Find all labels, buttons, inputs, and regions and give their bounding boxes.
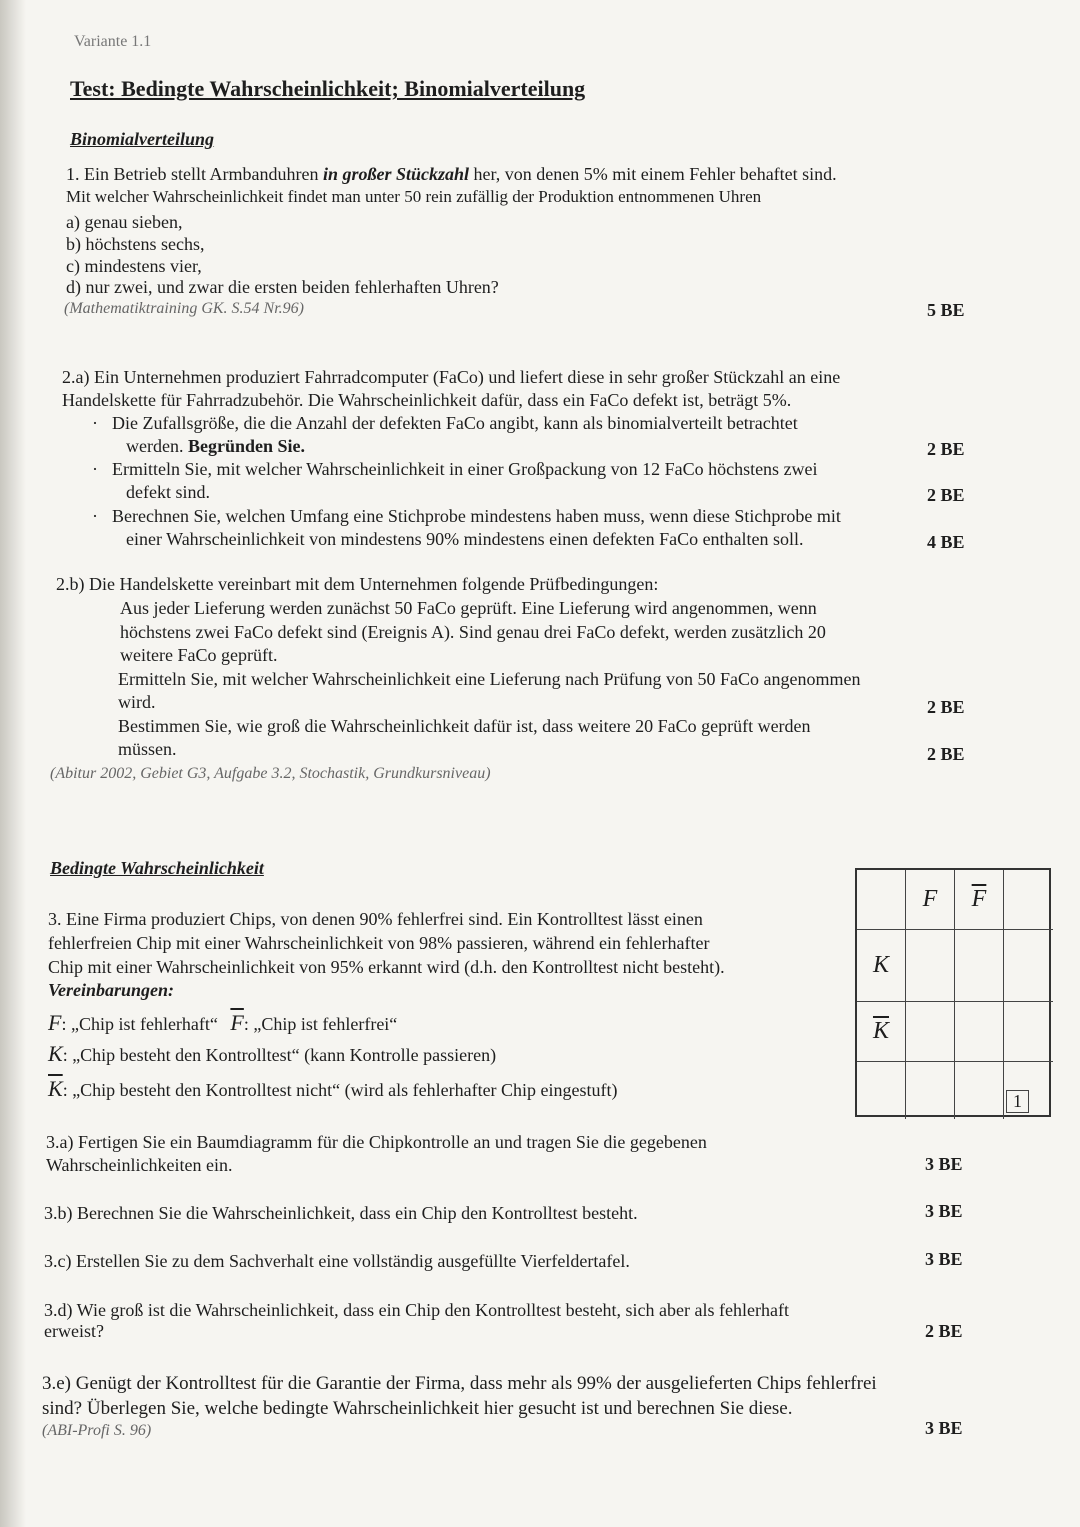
task2a-bullet1-line2 bbox=[126, 435, 305, 457]
task2a-bullet3: · Berechnen Sie, welchen Umfang eine Stichprobe mindestens haben muss, wenn diese Stichprobe mit bbox=[92, 506, 841, 526]
task2b-line4: weitere FaCo geprüft. bbox=[120, 645, 278, 665]
symbol-k-bar: $\overline{K}$ bbox=[48, 1076, 63, 1101]
task2b-line3: höchstens zwei FaCo defekt sind (Ereignis A). Sind genau drei FaCo defekt, werden zusätzlich 20 bbox=[120, 622, 826, 642]
table-cell-empty bbox=[955, 930, 1004, 1002]
table-cell-empty bbox=[955, 1062, 1004, 1119]
table-cell-empty bbox=[906, 1002, 955, 1062]
table-cell-empty bbox=[906, 930, 955, 1002]
task2b-line7: Bestimmen Sie, wie groß die Wahrscheinlichkeit dafür ist, dass weitere 20 FaCo geprüft werden bbox=[118, 716, 811, 736]
definition-k-text: : „Chip besteht den Kontrolltest“ (kann Kontrolle passieren) bbox=[62, 1045, 497, 1065]
task2a-bullet3-line2: einer Wahrscheinlichkeit von mindestens 90% mindestens einen defekten FaCo enthalten soll. bbox=[126, 529, 804, 549]
task2b-line1: 2.b) Die Handelskette vereinbart mit dem Unternehmen folgende Prüfbedingungen: bbox=[56, 574, 659, 594]
table-cell-empty bbox=[1004, 870, 1053, 930]
table-cell-empty bbox=[857, 1062, 906, 1119]
table-total-marker: 1 bbox=[1006, 1090, 1029, 1113]
table-cell-empty bbox=[1004, 1002, 1053, 1062]
task2a-bullet1-points: 2 BE bbox=[927, 439, 965, 459]
task3-source: (ABI-Profi S. 96) bbox=[42, 1422, 152, 1439]
task2b-line6: wird. bbox=[118, 692, 156, 712]
task2a-bullet2-line1: Ermitteln Sie, mit welcher Wahrscheinlichkeit in einer Großpackung von 12 FaCo höchstens zwei bbox=[112, 459, 818, 479]
task2a-bullet3-line1: Berechnen Sie, welchen Umfang eine Stichprobe mindestens haben muss, wenn diese Stichprobe mit bbox=[112, 506, 841, 526]
task3-agreements: Vereinbarungen: bbox=[48, 980, 175, 1000]
definition-f-bar-text: : „Chip ist fehlerfrei“ bbox=[243, 1014, 398, 1034]
task1-source: (Mathematiktraining GK. S.54 Nr.96) bbox=[64, 300, 304, 317]
symbol-f-bar: $\overline{F}$ bbox=[230, 1010, 244, 1035]
task1-line1 bbox=[66, 163, 837, 185]
variant-label: Variante 1.1 bbox=[74, 33, 152, 50]
task2a-line2: Handelskette für Fahrradzubehör. Die Wahrscheinlichkeit dafür, dass ein FaCo defekt ist, beträgt 5%. bbox=[62, 390, 792, 410]
task1-points: 5 BE bbox=[927, 300, 965, 320]
task3d-points: 2 BE bbox=[925, 1321, 963, 1341]
task1-b: b) höchstens sechs, bbox=[66, 234, 205, 254]
task1-line2: Mit welcher Wahrscheinlichkeit findet man unter 50 rein zufällig der Produktion entnommenen Uhren bbox=[66, 187, 762, 206]
task3-line1: 3. Eine Firma produziert Chips, von denen 90% fehlerfrei sind. Ein Kontrolltest lässt einen bbox=[48, 909, 703, 929]
four-field-table bbox=[855, 868, 1051, 1117]
task2a-bullet1-instruction: Begründen Sie. bbox=[187, 436, 306, 456]
task1-emphasis: in großer Stückzahl bbox=[322, 164, 469, 184]
definition-f bbox=[48, 1012, 397, 1035]
table-row-header-k: K bbox=[857, 930, 906, 1002]
task3a-line2: Wahrscheinlichkeiten ein. bbox=[46, 1155, 233, 1175]
task1-c: c) mindestens vier, bbox=[66, 256, 202, 276]
task1-d: d) nur zwei, und zwar die ersten beiden fehlerhaften Uhren? bbox=[66, 277, 499, 297]
definition-k-bar bbox=[48, 1078, 618, 1101]
definition-f-text: : „Chip ist fehlerhaft“ bbox=[61, 1014, 218, 1034]
table-cell-corner bbox=[857, 870, 906, 930]
definition-k-bar-text: : „Chip besteht den Kontrolltest nicht“ (wird als fehlerhafter Chip eingestuft) bbox=[62, 1080, 618, 1100]
table-header-f-bar: $\overline{F}$ bbox=[955, 870, 1004, 930]
task3-line2: fehlerfreien Chip mit einer Wahrscheinlichkeit von 98% passieren, während ein fehlerhafter bbox=[48, 933, 710, 953]
task3c-points: 3 BE bbox=[925, 1249, 963, 1269]
table-header-f: F bbox=[906, 870, 955, 930]
task3-line3: Chip mit einer Wahrscheinlichkeit von 95% erkannt wird (d.h. den Kontrolltest nicht besteht). bbox=[48, 957, 725, 977]
symbol-f: F bbox=[48, 1010, 62, 1035]
task2b-line5: Ermitteln Sie, mit welcher Wahrscheinlichkeit eine Lieferung nach Prüfung von 50 FaCo angenommen bbox=[118, 669, 861, 689]
table-row-header-k-bar: $\overline{K}$ bbox=[857, 1002, 906, 1062]
task3e-line2: sind? Überlegen Sie, welche bedingte Wahrscheinlichkeit hier gesucht ist und berechnen Sie diese. bbox=[42, 1398, 793, 1419]
task3d-line1: 3.d) Wie groß ist die Wahrscheinlichkeit, dass ein Chip den Kontrolltest besteht, sich aber als fehlerhaft bbox=[44, 1300, 789, 1320]
task3b-line1: 3.b) Berechnen Sie die Wahrscheinlichkeit, dass ein Chip den Kontrolltest besteht. bbox=[44, 1203, 638, 1223]
task2a-bullet1: · Die Zufallsgröße, die die Anzahl der defekten FaCo angibt, kann als binomialverteilt betrachtet bbox=[92, 413, 798, 433]
task2b-line2: Aus jeder Lieferung werden zunächst 50 FaCo geprüft. Eine Lieferung wird angenommen, wenn bbox=[120, 598, 817, 618]
task3a-points: 3 BE bbox=[925, 1154, 963, 1174]
task2a-bullet2-points: 2 BE bbox=[927, 485, 965, 505]
task2a-line1: 2.a) Ein Unternehmen produziert Fahrradcomputer (FaCo) und liefert diese in sehr großer Stückzahl an eine bbox=[62, 367, 841, 387]
table-cell-empty bbox=[906, 1062, 955, 1119]
page-title: Test: Bedingte Wahrscheinlichkeit; Binomialverteilung bbox=[70, 76, 586, 101]
table-cell-empty bbox=[1004, 930, 1053, 1002]
task3c-line1: 3.c) Erstellen Sie zu dem Sachverhalt eine vollständig ausgefüllte Vierfeldertafel. bbox=[44, 1251, 630, 1271]
task3e-line1: 3.e) Genügt der Kontrolltest für die Garantie der Firma, dass mehr als 99% der ausgelieferten Chips fehlerfrei bbox=[42, 1373, 877, 1394]
task2b-points2: 2 BE bbox=[927, 744, 965, 764]
task3e-points: 3 BE bbox=[925, 1418, 963, 1438]
task2b-points1: 2 BE bbox=[927, 697, 965, 717]
symbol-k: K bbox=[48, 1041, 63, 1066]
definition-k bbox=[48, 1043, 496, 1066]
task3d-line2: erweist? bbox=[44, 1321, 104, 1341]
task2b-source: (Abitur 2002, Gebiet G3, Aufgabe 3.2, Stochastik, Grundkursniveau) bbox=[50, 765, 491, 782]
task2b-line8: müssen. bbox=[118, 739, 177, 759]
task1-line1-b: her, von denen 5% mit einem Fehler behaftet sind. bbox=[469, 164, 837, 184]
task3a-line1: 3.a) Fertigen Sie ein Baumdiagramm für die Chipkontrolle an und tragen Sie die gegebenen bbox=[46, 1132, 707, 1152]
task2a-bullet2-line2: defekt sind. bbox=[126, 482, 210, 502]
task1-a: a) genau sieben, bbox=[66, 212, 183, 232]
task2a-bullet1-line1: Die Zufallsgröße, die die Anzahl der defekten FaCo angibt, kann als binomialverteilt betrachtet bbox=[112, 413, 798, 433]
section-heading-binomial: Binomialverteilung bbox=[70, 129, 215, 149]
task2a-bullet3-points: 4 BE bbox=[927, 532, 965, 552]
task2a-bullet2: · Ermitteln Sie, mit welcher Wahrscheinlichkeit in einer Großpackung von 12 FaCo höchstens zwei bbox=[92, 459, 818, 479]
page-edge-shadow bbox=[0, 0, 26, 1527]
table-cell-empty bbox=[955, 1002, 1004, 1062]
task2a-bullet1-text: werden. bbox=[126, 436, 188, 456]
section-heading-conditional: Bedingte Wahrscheinlichkeit bbox=[50, 858, 264, 878]
task3b-points: 3 BE bbox=[925, 1201, 963, 1221]
task1-line1-a: 1. Ein Betrieb stellt Armbanduhren bbox=[66, 164, 323, 184]
